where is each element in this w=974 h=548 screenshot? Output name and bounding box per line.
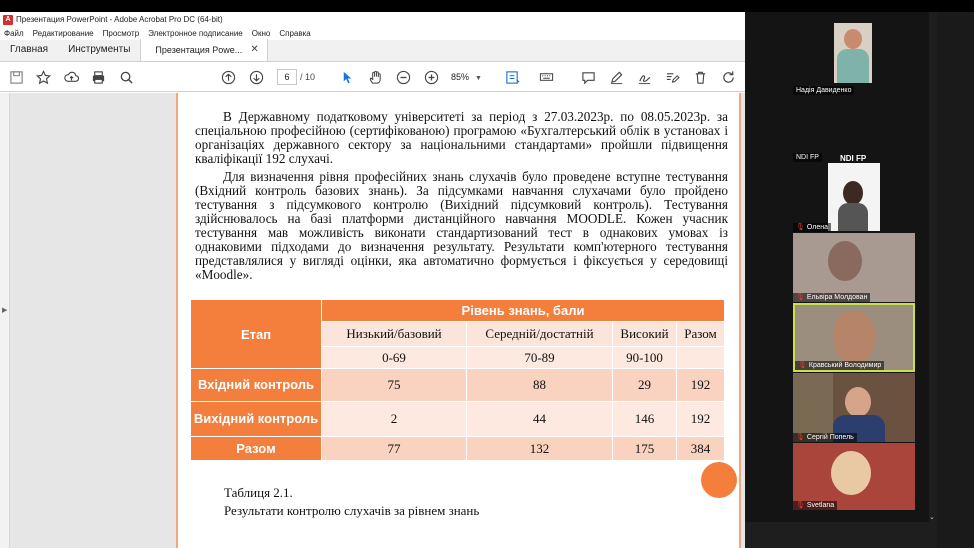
print-icon[interactable] <box>90 69 106 85</box>
table-cell: 132 <box>467 437 612 460</box>
table-caption-title: Результати контролю слухачів за рівнем знань <box>224 503 480 518</box>
participant-video <box>828 163 880 231</box>
table-cell: 29 <box>613 369 676 401</box>
participant-tile[interactable] <box>793 233 915 302</box>
background-shelf <box>793 373 833 442</box>
table-cell: 2 <box>322 402 466 436</box>
tab-document[interactable] <box>140 39 267 61</box>
participant-name: 🎙 Кравський Володимир <box>795 361 884 370</box>
menu-view[interactable]: Просмотр <box>102 29 140 38</box>
muted-mic-icon: 🎙 <box>798 362 807 369</box>
participant-name: 🎙 Ельвіра Молдован <box>793 293 870 302</box>
right-side-strip <box>937 12 974 548</box>
table-stage-header: Етап <box>191 300 321 368</box>
pen-icon[interactable] <box>608 69 624 85</box>
previous-page-icon[interactable] <box>220 69 236 85</box>
zoom-out-icon[interactable] <box>395 69 411 85</box>
menu-help[interactable]: Справка <box>279 29 311 38</box>
window-title: Презентация PowerPoint - Adobe Acrobat Pro DC (64-bit) <box>16 15 223 24</box>
document-viewer[interactable] <box>0 93 745 548</box>
participant-tile[interactable] <box>793 163 915 232</box>
cloud-upload-icon[interactable] <box>63 69 79 85</box>
rotate-icon[interactable] <box>720 69 736 85</box>
table-cell: 192 <box>677 402 724 436</box>
table-row-label: Вхідний контроль <box>191 369 321 401</box>
trash-icon[interactable] <box>692 69 708 85</box>
table-range-high: 90-100 <box>613 347 676 368</box>
participant-tile[interactable] <box>793 373 915 442</box>
muted-mic-icon: 🎙 <box>796 434 805 441</box>
participant-name: 🎙 Сергій Попель <box>793 433 857 442</box>
table-caption-number: Таблиця 2.1. <box>224 485 293 500</box>
menu-window[interactable]: Окно <box>251 29 271 38</box>
table-cell: 192 <box>677 369 724 401</box>
decorative-orange-circle <box>701 462 737 498</box>
menu-e-sign[interactable]: Электронное подписание <box>148 29 243 38</box>
next-page-icon[interactable] <box>248 69 264 85</box>
screen-top-border <box>0 0 974 12</box>
page-content <box>178 93 739 548</box>
keyboard-icon[interactable] <box>538 69 554 85</box>
menu-edit[interactable]: Редактирование <box>32 29 94 38</box>
hand-tool-icon[interactable] <box>367 69 383 85</box>
table-col-low: Низький/базовий <box>322 322 466 346</box>
zoom-level-value: 85% <box>451 72 470 82</box>
left-panel-toggle[interactable] <box>0 93 10 548</box>
person-body-icon <box>837 49 869 83</box>
sign-icon[interactable] <box>636 69 652 85</box>
edit-pdf-icon[interactable] <box>664 69 680 85</box>
person-body-icon <box>838 203 868 231</box>
participant-name: Надія Давиденко <box>793 86 854 95</box>
participant-tile-active-speaker[interactable] <box>793 303 915 372</box>
person-head-icon <box>845 387 871 417</box>
tab-document-label: Презентация Powe... <box>155 45 243 55</box>
table-cell: 77 <box>322 437 466 460</box>
muted-mic-icon: 🎙 <box>796 502 805 509</box>
tabs-bar <box>0 40 745 62</box>
page-total: / 10 <box>300 72 316 82</box>
table-level-header: Рівень знань, бали <box>322 300 724 321</box>
person-head-icon <box>833 311 875 363</box>
participant-label: NDI FP <box>840 154 867 162</box>
save-icon[interactable] <box>8 69 24 85</box>
participant-video <box>834 23 872 83</box>
table-cell: 88 <box>467 369 612 401</box>
tab-tools[interactable]: Инструменты <box>68 44 131 55</box>
fit-page-icon[interactable] <box>504 69 520 85</box>
person-head-icon <box>843 181 863 205</box>
acrobat-window <box>0 12 745 548</box>
person-head-icon <box>828 241 862 281</box>
pdf-page <box>176 93 741 548</box>
zoom-in-icon[interactable] <box>423 69 439 85</box>
chevron-down-icon: ▼ <box>475 75 482 82</box>
table-cell: 146 <box>613 402 676 436</box>
table-cell: 175 <box>613 437 676 460</box>
close-tab-icon[interactable]: ✕ <box>250 44 259 55</box>
menu-file[interactable]: Файл <box>4 29 24 38</box>
table-range-total <box>677 347 724 368</box>
table-row-label: Вихідний контроль <box>191 402 321 436</box>
table-col-medium: Середній/достатній <box>467 322 612 346</box>
muted-mic-icon: 🎙 <box>796 224 805 231</box>
expand-panel-icon[interactable]: ▶ <box>2 307 8 314</box>
acrobat-app-icon: A <box>3 15 13 25</box>
participant-name: 🎙 Svetlana <box>793 501 837 510</box>
person-head-icon <box>844 29 862 49</box>
participant-tile[interactable] <box>793 443 915 510</box>
participant-name: NDI FP <box>793 153 822 162</box>
table-col-high: Високий <box>613 322 676 346</box>
paragraph-2: Для визначення рівня професійних знань слухачів було проведене вступне тестування (Вхідний контроль базових знань). За підсумками навчання слухачами було пройдено тестування з підсумкового контролю (Вихідний підсумковий контроль). Тестування здійснювалось на базі платформи дистанційного навчання MOODLE. Кожен учасник тестування мав можливість виконати стандартизований тест в однакових умовах із однаковими підходами до визначення результату. Результати комп'ютерного тестування представлялися у вигляді оцінки, яка автоматично формується і фіксується у середовищі «Moodle». <box>195 169 728 282</box>
comment-icon[interactable] <box>580 69 596 85</box>
participant-name: 🎙 Олена <box>793 223 831 232</box>
title-bar <box>0 12 745 27</box>
search-icon[interactable] <box>118 69 134 85</box>
scroll-down-icon[interactable]: ⌄ <box>929 514 935 521</box>
select-cursor-icon[interactable] <box>339 69 355 85</box>
muted-mic-icon: 🎙 <box>796 294 805 301</box>
table-cell: 75 <box>322 369 466 401</box>
table-row-label: Разом <box>191 437 321 460</box>
table-col-total: Разом <box>677 322 724 346</box>
participant-tile[interactable] <box>793 18 915 95</box>
table-range-medium: 70-89 <box>467 347 612 368</box>
table-cell: 44 <box>467 402 612 436</box>
paragraph-1: В Державному податковому університеті за період з 27.03.2023р. по 08.05.2023р. за спеціальною професійною (сертифікованою) програмою «Бухгалтерський облік в установах і організаціях державного сектору за національними стандартами» пройшли підвищення кваліфікації 192 слухачі. <box>195 109 728 166</box>
page-number-input[interactable]: 6 <box>277 69 297 85</box>
participant-tile[interactable] <box>793 96 915 162</box>
zoom-level-select[interactable] <box>451 72 482 82</box>
table-range-low: 0-69 <box>322 347 466 368</box>
tab-home[interactable]: Главная <box>10 44 49 55</box>
star-icon[interactable] <box>35 69 51 85</box>
table-cell: 384 <box>677 437 724 460</box>
person-head-icon <box>831 451 871 495</box>
toolbar <box>0 62 745 92</box>
